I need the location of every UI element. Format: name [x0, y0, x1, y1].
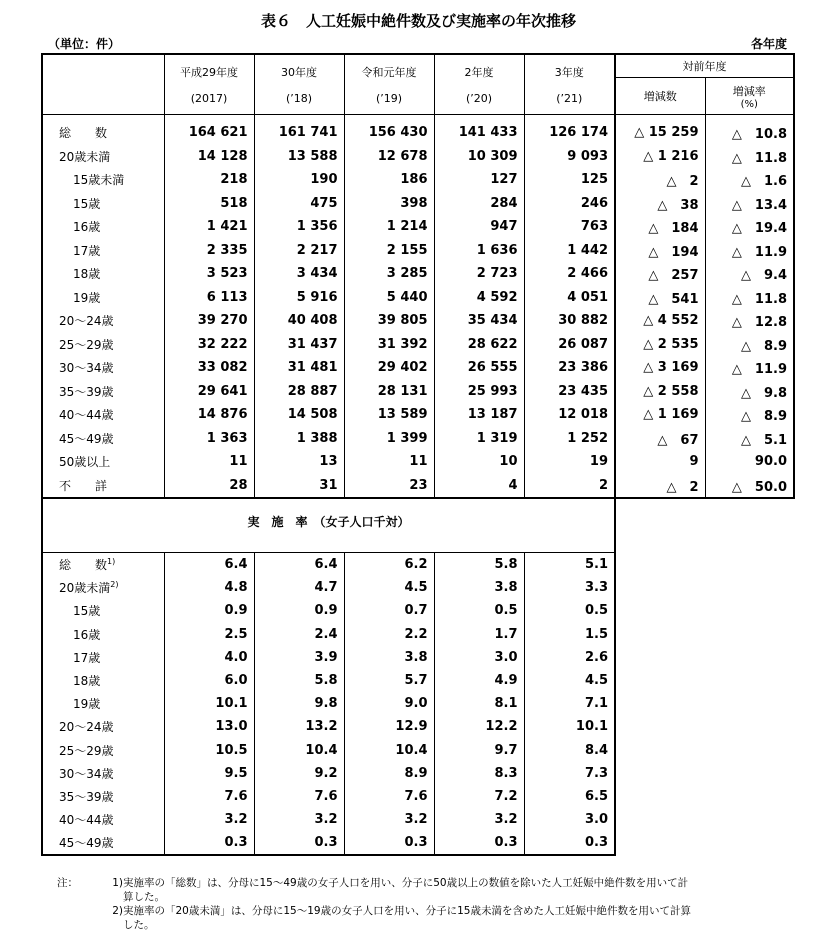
rate-cell: 6.4 [254, 553, 344, 577]
rate-cell: 10.4 [254, 739, 344, 762]
year-label: 3年度 [554, 66, 584, 79]
row-label: 35～39歳 [42, 380, 164, 404]
rate-cell: 5.8 [254, 669, 344, 692]
table-row [42, 808, 615, 831]
row-label: 50歳以上 [42, 450, 164, 474]
diff-cell: △ 15 259 [615, 115, 705, 145]
year-sub: (’21) [556, 92, 583, 105]
header-change-rate [705, 78, 794, 115]
footnote-1 [57, 876, 787, 890]
diff-cell: △ 184 [615, 215, 705, 239]
row-label-text: 20～24歳 [59, 720, 114, 735]
row-label [42, 553, 164, 577]
count-cell: 40 408 [254, 309, 344, 333]
diff-cell: △ 4 552 [615, 309, 705, 333]
rate-cell: 2.2 [344, 623, 434, 646]
note-spacer [57, 890, 97, 904]
rate-cell: 1.5 [524, 623, 615, 646]
year-label: 30年度 [281, 66, 317, 79]
rate-cell: 4.0 [164, 646, 254, 669]
row-label [42, 599, 164, 622]
count-cell: 763 [524, 215, 615, 239]
rate-cell: 2.4 [254, 623, 344, 646]
row-label: 17歳 [42, 239, 164, 263]
rate-cell: 7.3 [524, 762, 615, 785]
rate-cell: 6.0 [164, 669, 254, 692]
rate-cell: 0.5 [434, 599, 524, 622]
year-sub: (’18) [285, 92, 313, 105]
table-row [42, 239, 794, 263]
count-cell: 31 481 [254, 356, 344, 380]
header-year-2018 [254, 54, 344, 115]
rate-body [42, 553, 615, 856]
row-label-text: 総 数 [59, 558, 108, 573]
year-sub: (2017) [190, 92, 228, 105]
count-cell: 9 093 [524, 145, 615, 169]
count-cell: 14 876 [164, 403, 254, 427]
row-label-text: 17歳 [73, 650, 101, 665]
count-cell: 2 335 [164, 239, 254, 263]
rate-cell: 5.1 [524, 553, 615, 577]
table-row [42, 623, 615, 646]
change-rate-label: 増減率 [732, 84, 766, 98]
row-label-text: 45～49歳 [59, 836, 114, 851]
count-cell: 3 523 [164, 262, 254, 286]
count-cell: 164 621 [164, 115, 254, 145]
note-text: 算した。 [123, 891, 165, 903]
table-row [42, 692, 615, 715]
rate-cell: 9.5 [164, 762, 254, 785]
diff-cell: △ 541 [615, 286, 705, 310]
count-cell: 125 [524, 168, 615, 192]
count-cell: 284 [434, 192, 524, 216]
header-change-count: 増減数 [615, 78, 705, 115]
row-label [42, 623, 164, 646]
count-cell: 13 588 [254, 145, 344, 169]
diff-cell: △ 194 [615, 239, 705, 263]
table-row [42, 739, 615, 762]
rate-cell: 8.3 [434, 762, 524, 785]
count-cell: 39 270 [164, 309, 254, 333]
rate-cell: 10.4 [344, 739, 434, 762]
count-cell: 398 [344, 192, 434, 216]
count-cell: 5 916 [254, 286, 344, 310]
count-cell: 1 636 [434, 239, 524, 263]
rate-cell: 9.2 [254, 762, 344, 785]
row-label [42, 576, 164, 599]
count-cell: 39 805 [344, 309, 434, 333]
table-row [42, 715, 615, 738]
row-label [42, 762, 164, 785]
count-cell: 31 [254, 474, 344, 499]
count-cell: 28 131 [344, 380, 434, 404]
rate-change-cell: △ 13.4 [705, 192, 794, 216]
rate-cell: 13.0 [164, 715, 254, 738]
rate-cell: 3.8 [344, 646, 434, 669]
rate-cell: 0.5 [524, 599, 615, 622]
table-row [42, 576, 615, 599]
rate-cell: 10.1 [524, 715, 615, 738]
rate-change-cell: △ 10.8 [705, 115, 794, 145]
rate-cell: 6.5 [524, 785, 615, 808]
table-row [42, 403, 794, 427]
row-label: 15歳未満 [42, 168, 164, 192]
row-label [42, 715, 164, 738]
row-label: 15歳 [42, 192, 164, 216]
count-cell: 1 252 [524, 427, 615, 451]
count-body [42, 115, 794, 499]
diff-cell: △ 1 216 [615, 145, 705, 169]
row-label-text: 40～44歳 [59, 813, 114, 828]
rate-cell: 2.5 [164, 623, 254, 646]
count-cell: 23 435 [524, 380, 615, 404]
row-label-text: 15歳 [73, 604, 101, 619]
count-cell: 190 [254, 168, 344, 192]
count-cell: 11 [344, 450, 434, 474]
rate-cell: 7.2 [434, 785, 524, 808]
table-row [42, 553, 615, 577]
rate-cell: 10.5 [164, 739, 254, 762]
count-cell: 3 434 [254, 262, 344, 286]
count-cell: 13 589 [344, 403, 434, 427]
count-cell: 4 592 [434, 286, 524, 310]
rate-cell: 13.2 [254, 715, 344, 738]
note-spacer [97, 918, 123, 932]
diff-cell: 9 [615, 450, 705, 474]
header-year-2017 [164, 54, 254, 115]
abortion-count-table [41, 53, 795, 499]
rate-cell: 0.9 [164, 599, 254, 622]
table-row [42, 831, 615, 855]
table-row [42, 380, 794, 404]
table-title: 表６ 人工妊娠中絶件数及び実施率の年次推移 [260, 12, 576, 30]
table-row [42, 356, 794, 380]
count-cell: 11 [164, 450, 254, 474]
each-year-label: 各年度 [750, 37, 787, 51]
rate-cell: 4.8 [164, 576, 254, 599]
note-index: 2) [112, 905, 123, 917]
rate-change-cell: △ 12.8 [705, 309, 794, 333]
header-year-2019 [344, 54, 434, 115]
count-cell: 1 363 [164, 427, 254, 451]
count-cell: 29 641 [164, 380, 254, 404]
table-row [42, 309, 794, 333]
count-cell: 28 887 [254, 380, 344, 404]
rate-cell: 3.2 [254, 808, 344, 831]
note-text: 実施率の「20歳未満」は、分母に15～19歳の女子人口を用い、分子に15歳未満を含めた人工妊娠中絶件数を用いて計算 [123, 905, 691, 917]
rate-change-cell: △ 50.0 [705, 474, 794, 499]
table-row [42, 286, 794, 310]
note-index: 1) [112, 877, 123, 889]
rate-cell: 7.6 [164, 785, 254, 808]
rate-change-cell: △ 5.1 [705, 427, 794, 451]
rate-cell: 4.5 [344, 576, 434, 599]
count-cell: 156 430 [344, 115, 434, 145]
row-label: 不 詳 [42, 474, 164, 499]
header-comparison: 対前年度 [615, 54, 794, 78]
count-cell: 1 356 [254, 215, 344, 239]
count-cell: 25 993 [434, 380, 524, 404]
diff-cell: △ 1 169 [615, 403, 705, 427]
row-label-text: 25～29歳 [59, 743, 114, 758]
row-label: 16歳 [42, 215, 164, 239]
count-cell: 13 187 [434, 403, 524, 427]
count-cell: 1 388 [254, 427, 344, 451]
header-year-2021 [524, 54, 615, 115]
rate-cell: 0.9 [254, 599, 344, 622]
rate-cell: 8.1 [434, 692, 524, 715]
rate-cell: 10.1 [164, 692, 254, 715]
footnote-2 [57, 904, 787, 918]
footnote-ref: 1) [107, 557, 116, 567]
row-label [42, 808, 164, 831]
row-label-text: 35～39歳 [59, 789, 114, 804]
year-label: 2年度 [464, 66, 494, 79]
table-row [42, 599, 615, 622]
count-cell: 141 433 [434, 115, 524, 145]
year-label: 平成29年度 [180, 66, 238, 79]
unit-label: （単位：件） [48, 37, 121, 51]
rate-cell: 7.1 [524, 692, 615, 715]
count-cell: 4 [434, 474, 524, 499]
rate-cell: 5.7 [344, 669, 434, 692]
footnote-ref: 2) [110, 580, 119, 590]
table-row [42, 145, 794, 169]
row-label [42, 785, 164, 808]
rate-cell: 3.2 [434, 808, 524, 831]
table-row [42, 785, 615, 808]
table-row [42, 427, 794, 451]
rate-cell: 0.3 [524, 831, 615, 855]
count-cell: 31 437 [254, 333, 344, 357]
count-cell: 127 [434, 168, 524, 192]
count-cell: 13 [254, 450, 344, 474]
rate-cell: 0.3 [164, 831, 254, 855]
count-cell: 23 386 [524, 356, 615, 380]
count-cell: 518 [164, 192, 254, 216]
rate-cell: 0.3 [434, 831, 524, 855]
count-cell: 26 555 [434, 356, 524, 380]
count-cell: 14 508 [254, 403, 344, 427]
table-row [42, 669, 615, 692]
row-label: 40～44歳 [42, 403, 164, 427]
count-cell: 947 [434, 215, 524, 239]
count-cell: 5 440 [344, 286, 434, 310]
diff-cell: △ 2 558 [615, 380, 705, 404]
table-row [42, 333, 794, 357]
count-cell: 28 622 [434, 333, 524, 357]
count-cell: 4 051 [524, 286, 615, 310]
count-cell: 14 128 [164, 145, 254, 169]
rate-cell: 3.2 [344, 808, 434, 831]
rate-change-cell: △ 11.8 [705, 145, 794, 169]
count-cell: 126 174 [524, 115, 615, 145]
row-label-text: 19歳 [73, 697, 101, 712]
table-row [42, 646, 615, 669]
rate-cell: 5.8 [434, 553, 524, 577]
rate-cell: 4.7 [254, 576, 344, 599]
rate-change-cell: △ 8.9 [705, 403, 794, 427]
diff-cell: △ 2 [615, 474, 705, 499]
note-prefix: 注： [57, 877, 78, 889]
rate-cell: 1.7 [434, 623, 524, 646]
row-label: 18歳 [42, 262, 164, 286]
note-text: 実施率の「総数」は、分母に15～49歳の女子人口を用い、分子に50歳以上の数値を除いた人工妊娠中絶件数を用いて計 [123, 877, 689, 889]
row-label: 19歳 [42, 286, 164, 310]
diff-cell: △ 3 169 [615, 356, 705, 380]
row-label: 30～34歳 [42, 356, 164, 380]
count-cell: 6 113 [164, 286, 254, 310]
abortion-rate-table [41, 490, 616, 856]
count-cell: 2 [524, 474, 615, 499]
count-cell: 2 217 [254, 239, 344, 263]
count-cell: 26 087 [524, 333, 615, 357]
rate-cell: 9.0 [344, 692, 434, 715]
count-cell: 12 678 [344, 145, 434, 169]
count-cell: 35 434 [434, 309, 524, 333]
count-cell: 31 392 [344, 333, 434, 357]
table-row [42, 262, 794, 286]
rate-cell: 3.8 [434, 576, 524, 599]
rate-change-cell: △ 11.8 [705, 286, 794, 310]
rate-section-title: 実 施 率 （女子人口千対） [42, 490, 615, 553]
count-cell: 2 466 [524, 262, 615, 286]
table-row [42, 762, 615, 785]
rate-change-cell: △ 11.9 [705, 239, 794, 263]
count-cell: 28 [164, 474, 254, 499]
row-label-text: 20歳未満 [59, 581, 111, 596]
count-cell: 1 442 [524, 239, 615, 263]
rate-change-cell: △ 8.9 [705, 333, 794, 357]
rate-change-cell: △ 1.6 [705, 168, 794, 192]
rate-cell: 6.2 [344, 553, 434, 577]
count-cell: 10 309 [434, 145, 524, 169]
rate-cell: 4.9 [434, 669, 524, 692]
count-cell: 1 399 [344, 427, 434, 451]
count-cell: 2 155 [344, 239, 434, 263]
row-label [42, 646, 164, 669]
row-label [42, 739, 164, 762]
rate-cell: 12.2 [434, 715, 524, 738]
count-cell: 3 285 [344, 262, 434, 286]
year-sub: (’19) [375, 92, 403, 105]
count-cell: 33 082 [164, 356, 254, 380]
rate-cell: 0.7 [344, 599, 434, 622]
rate-change-cell: △ 9.4 [705, 262, 794, 286]
row-label [42, 692, 164, 715]
footnotes [57, 876, 787, 932]
table-row [42, 115, 794, 145]
count-cell: 475 [254, 192, 344, 216]
rate-change-cell: △ 11.9 [705, 356, 794, 380]
footnote-1-cont [57, 890, 787, 904]
diff-cell: △ 257 [615, 262, 705, 286]
row-label: 総 数 [42, 115, 164, 145]
row-label: 25～29歳 [42, 333, 164, 357]
diff-cell: △ 38 [615, 192, 705, 216]
row-label-text: 30～34歳 [59, 766, 114, 781]
rate-cell: 3.9 [254, 646, 344, 669]
count-cell: 246 [524, 192, 615, 216]
rate-cell: 8.4 [524, 739, 615, 762]
table-row [42, 168, 794, 192]
note-spacer [97, 890, 123, 904]
diff-cell: △ 2 535 [615, 333, 705, 357]
row-label-text: 18歳 [73, 674, 101, 689]
table-row [42, 215, 794, 239]
rate-cell: 7.6 [344, 785, 434, 808]
count-cell: 218 [164, 168, 254, 192]
count-cell: 32 222 [164, 333, 254, 357]
rate-cell: 8.9 [344, 762, 434, 785]
count-cell: 1 421 [164, 215, 254, 239]
rate-change-cell: △ 9.8 [705, 380, 794, 404]
note-spacer [57, 904, 97, 918]
count-cell: 161 741 [254, 115, 344, 145]
note-text: した。 [123, 919, 155, 931]
count-cell: 30 882 [524, 309, 615, 333]
count-cell: 1 319 [434, 427, 524, 451]
rate-cell: 7.6 [254, 785, 344, 808]
rate-cell: 9.8 [254, 692, 344, 715]
rate-cell: 3.2 [164, 808, 254, 831]
note-spacer [57, 918, 97, 932]
rate-cell: 4.5 [524, 669, 615, 692]
year-sub: (’20) [465, 92, 493, 105]
row-label: 20歳未満 [42, 145, 164, 169]
header-blank [42, 54, 164, 115]
rate-cell: 12.9 [344, 715, 434, 738]
header-year-2020 [434, 54, 524, 115]
count-cell: 29 402 [344, 356, 434, 380]
rate-cell: 0.3 [344, 831, 434, 855]
row-label [42, 831, 164, 855]
diff-cell: △ 67 [615, 427, 705, 451]
count-cell: 186 [344, 168, 434, 192]
rate-cell: 6.4 [164, 553, 254, 577]
change-rate-unit: (%) [740, 98, 758, 110]
table-row [42, 450, 794, 474]
count-cell: 23 [344, 474, 434, 499]
rate-cell: 0.3 [254, 831, 344, 855]
row-label: 20～24歳 [42, 309, 164, 333]
diff-cell: △ 2 [615, 168, 705, 192]
count-cell: 10 [434, 450, 524, 474]
count-cell: 1 214 [344, 215, 434, 239]
rate-cell: 2.6 [524, 646, 615, 669]
rate-change-cell: △ 19.4 [705, 215, 794, 239]
rate-change-cell: 90.0 [705, 450, 794, 474]
rate-cell: 3.3 [524, 576, 615, 599]
footnote-2-cont [57, 918, 787, 932]
count-cell: 19 [524, 450, 615, 474]
count-cell: 12 018 [524, 403, 615, 427]
rate-cell: 3.0 [524, 808, 615, 831]
row-label-text: 16歳 [73, 627, 101, 642]
rate-cell: 9.7 [434, 739, 524, 762]
count-cell: 2 723 [434, 262, 524, 286]
table-row [42, 192, 794, 216]
year-label: 令和元年度 [361, 66, 417, 79]
row-label: 45～49歳 [42, 427, 164, 451]
rate-cell: 3.0 [434, 646, 524, 669]
row-label [42, 669, 164, 692]
